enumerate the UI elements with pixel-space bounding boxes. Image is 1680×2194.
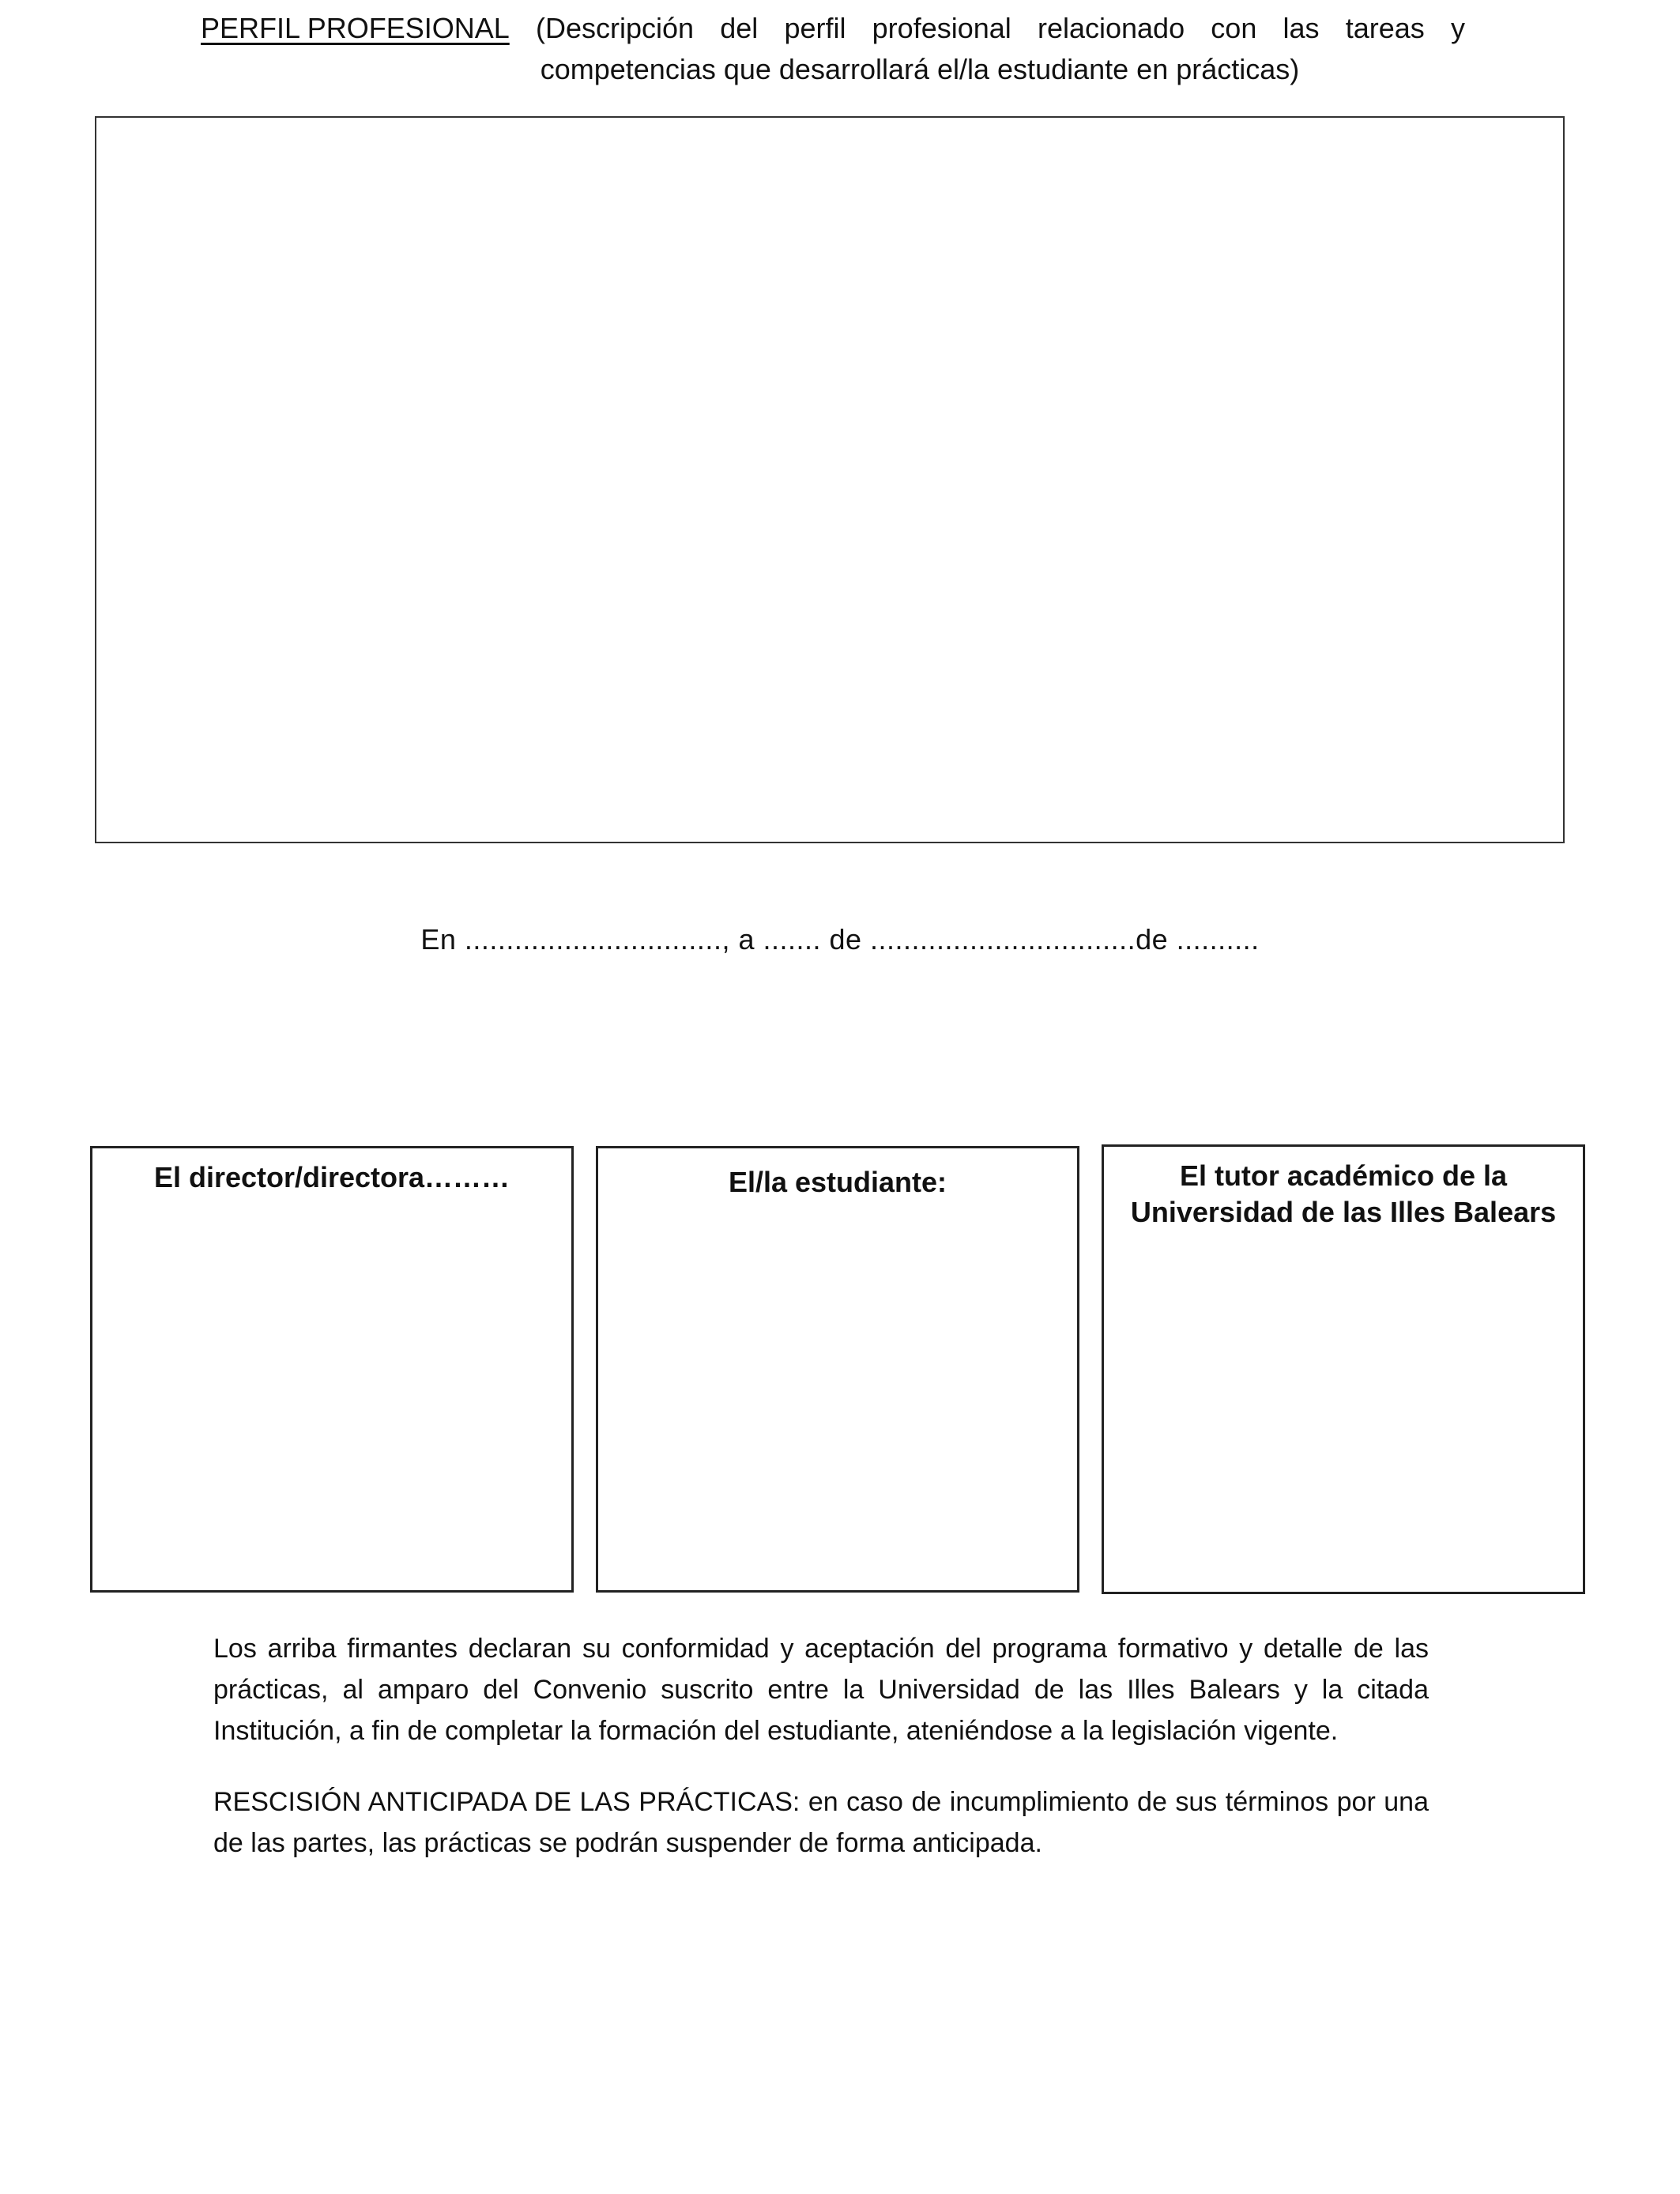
director-signature-box[interactable] xyxy=(90,1146,574,1593)
profile-header-line2: competencias que desarrollará el/la estudiante en prácticas) xyxy=(540,53,1300,85)
director-signature-label: El director/directora……… xyxy=(153,1161,510,1193)
header-word: profesional xyxy=(872,12,1011,44)
student-signature-box[interactable] xyxy=(596,1146,1079,1593)
profile-description-field[interactable] xyxy=(95,116,1565,843)
tutor-signature-label-line2: Universidad de las Illes Balears xyxy=(1130,1196,1557,1228)
place-date-line: En ..............................., a ....... de ................................de .......... xyxy=(420,923,1260,956)
profile-title: PERFIL PROFESIONAL xyxy=(201,12,510,44)
tutor-signature-label-line1: El tutor académico de la xyxy=(1179,1159,1508,1192)
conformity-paragraph: Los arriba firmantes declaran su conformidad y aceptación del programa formativo y detalle de las prácticas, al amparo del Convenio suscrito entre la Universidad de las Illes Balears y la citada Institución, a fin de completar la formación del estudiante, ateniéndose a la legislación vigente. xyxy=(213,1634,1429,1746)
header-word: (Descripción xyxy=(535,12,695,44)
header-word: perfil xyxy=(784,12,846,44)
header-word: del xyxy=(720,12,759,44)
profile-header-line1 xyxy=(201,8,1465,49)
rescission-paragraph: RESCISIÓN ANTICIPADA DE LAS PRÁCTICAS: en caso de incumplimiento de sus términos por una de las partes, las prácticas se podrán suspender de forma anticipada. xyxy=(213,1787,1429,1858)
header-word: tareas xyxy=(1345,12,1425,44)
profile-header xyxy=(201,8,1465,90)
header-word: con xyxy=(1211,12,1257,44)
student-signature-label: El/la estudiante: xyxy=(728,1166,947,1198)
header-word: y xyxy=(1451,12,1465,44)
header-word: las xyxy=(1283,12,1320,44)
tutor-signature-box[interactable] xyxy=(1102,1144,1585,1594)
header-word: relacionado xyxy=(1037,12,1185,44)
